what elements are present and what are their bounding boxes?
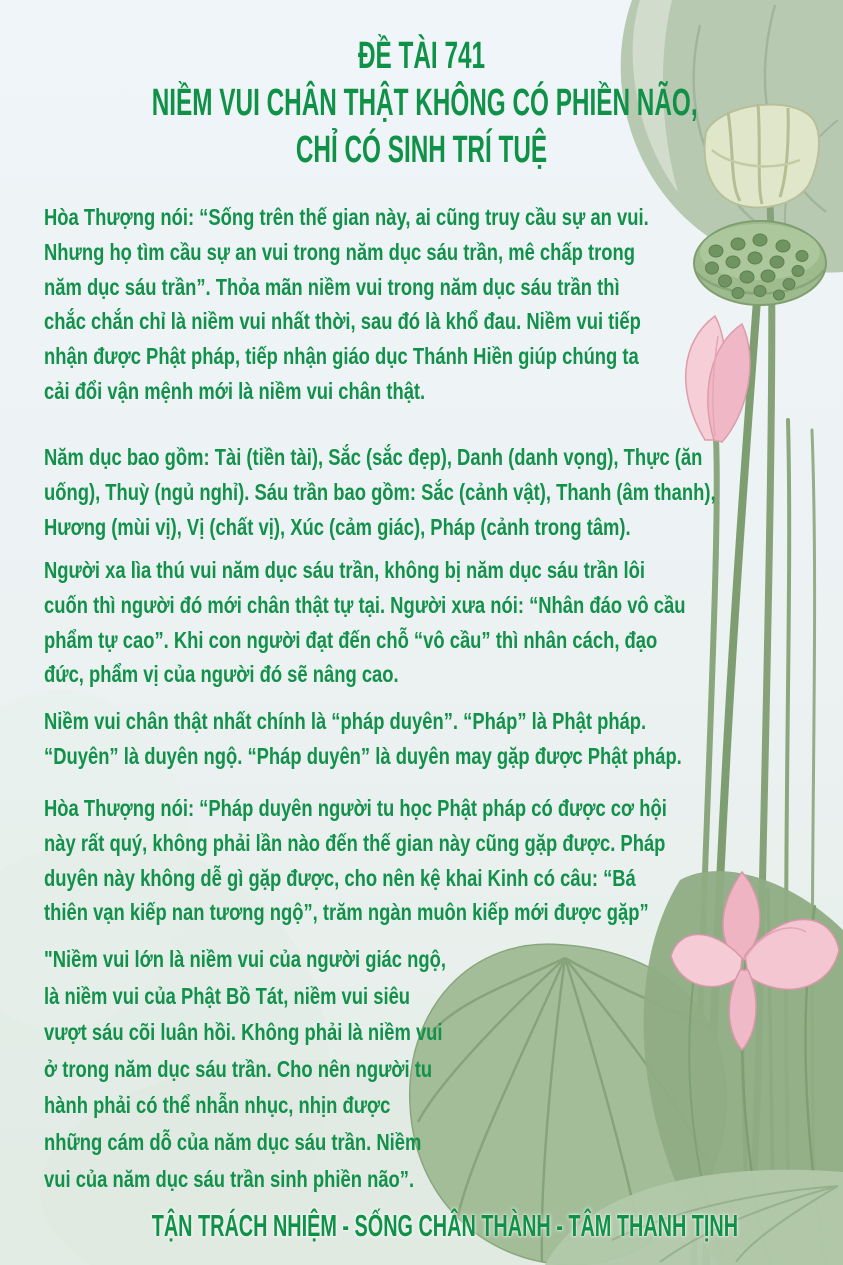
text-line: Hương (mùi vị), Vị (chất vị), Xúc (cảm giác), Pháp (cảnh trong tâm). bbox=[44, 513, 631, 540]
text-line: duyên này không dễ gì gặp được, cho nên kệ khai Kinh có câu: “Bá bbox=[44, 864, 636, 891]
text-line: này rất quý, không phải lần nào đến thế gian này cũng gặp được. Pháp bbox=[44, 829, 666, 856]
text-line: phẩm tự cao”. Khi con người đạt đến chỗ “vô cầu” thì nhân cách, đạo bbox=[44, 626, 658, 653]
text-line: Nhưng họ tìm cầu sự an vui trong năm dục sáu trần, mê chấp trong bbox=[44, 238, 635, 265]
text-line: Niềm vui chân thật nhất chính là “pháp duyên”. “Pháp” là Phật pháp. bbox=[44, 708, 647, 734]
text-line: những cám dỗ của năm dục sáu trần. Niềm bbox=[44, 1128, 422, 1155]
text-line: cải đổi vận mệnh mới là niềm vui chân thật. bbox=[44, 377, 426, 404]
text-line: chắc chắn chỉ là niềm vui nhất thời, sau đó là khổ đau. Niềm vui tiếp bbox=[44, 308, 641, 335]
title-topic-number: ĐỀ TÀI 741 bbox=[357, 35, 486, 77]
title-line-1: NIỀM VUI CHÂN THẬT KHÔNG CÓ PHIỀN NÃO, bbox=[151, 82, 698, 124]
text-line: Người xa lìa thú vui năm dục sáu trần, không bị năm dục sáu trần lôi bbox=[44, 557, 645, 583]
text-line: vui của năm dục sáu trần sinh phiền não”. bbox=[44, 1165, 415, 1192]
text-line: nhận được Phật pháp, tiếp nhận giáo dục Thánh Hiền giúp chúng ta bbox=[44, 343, 639, 370]
text-line: “Duyên” là duyên ngộ. “Pháp duyên” là duyên may gặp được Phật pháp. bbox=[44, 742, 682, 769]
footer-slogan bbox=[0, 1203, 843, 1249]
paragraph-1 bbox=[44, 200, 800, 409]
paragraph-3 bbox=[44, 553, 843, 692]
paragraph-4 bbox=[44, 704, 841, 774]
text-line: Hòa Thượng nói: “Sống trên thế gian này, ai cũng truy cầu sự an vui. bbox=[44, 204, 649, 230]
text-line: đức, phẩm vị của người đó sẽ nâng cao. bbox=[44, 661, 399, 688]
text-line: Năm dục bao gồm: Tài (tiền tài), Sắc (sắc đẹp), Danh (danh vọng), Thực (ăn bbox=[44, 444, 703, 470]
text-line: "Niềm vui lớn là niềm vui của người giác ngộ, bbox=[44, 946, 446, 972]
paragraph-6 bbox=[44, 941, 546, 1197]
text-line: năm dục sáu trần”. Thỏa mãn niềm vui trong năm dục sáu trần thì bbox=[44, 273, 620, 300]
title-block bbox=[0, 33, 843, 174]
text-line: hành phải có thể nhẫn nhục, nhịn được bbox=[44, 1092, 391, 1119]
footer-slogan-text: TẬN TRÁCH NHIỆM - SỐNG CHÂN THÀNH - TÂM THANH TỊNH bbox=[151, 1208, 739, 1243]
text-line: vượt sáu cõi luân hồi. Không phải là niềm vui bbox=[44, 1019, 443, 1046]
text-line: ở trong năm dục sáu trần. Cho nên người tu bbox=[44, 1055, 433, 1082]
title-line-2: CHỈ CÓ SINH TRÍ TUỆ bbox=[295, 129, 548, 171]
paragraph-5 bbox=[44, 791, 823, 930]
text-line: uống), Thuỳ (ngủ nghỉ). Sáu trần bao gồm: Sắc (cảnh vật), Thanh (âm thanh), bbox=[44, 478, 716, 505]
paragraph-2 bbox=[44, 440, 843, 544]
text-line: thiên vạn kiếp nan tương ngộ”, trăm ngàn muôn kiếp mới được gặp” bbox=[44, 899, 649, 926]
text-line: là niềm vui của Phật Bồ Tát, niềm vui siêu bbox=[44, 982, 411, 1009]
text-line: Hòa Thượng nói: “Pháp duyên người tu học Phật pháp có được cơ hội bbox=[44, 795, 667, 821]
text-line: cuốn thì người đó mới chân thật tự tại. Người xưa nói: “Nhân đáo vô cầu bbox=[44, 591, 686, 618]
